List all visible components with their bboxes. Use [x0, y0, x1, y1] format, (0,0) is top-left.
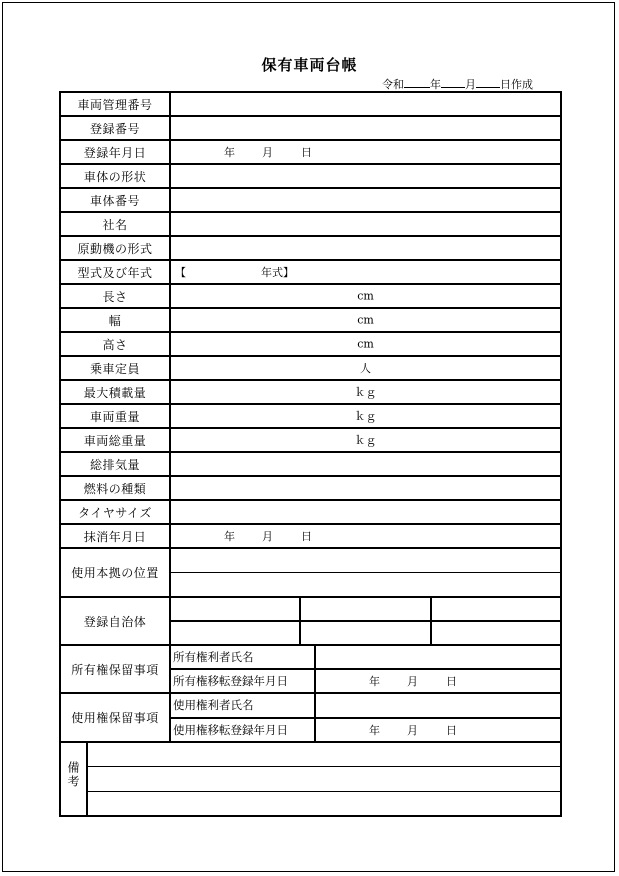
- day-label: 日: [446, 723, 457, 737]
- gross-weight-field[interactable]: [171, 429, 560, 451]
- municipality-grid: [171, 598, 560, 644]
- row-displacement: [61, 453, 560, 477]
- row-label: 幅: [61, 309, 171, 331]
- row-label: 車体番号: [61, 189, 171, 211]
- created-year-label: 年: [430, 78, 441, 91]
- created-month-field[interactable]: [441, 77, 465, 88]
- row-usage-reservation: [61, 694, 560, 743]
- row-label: 車両管理番号: [61, 93, 171, 115]
- year-label: 年: [369, 723, 380, 737]
- row-deregistration-date: [61, 525, 560, 549]
- vehicle-weight-field[interactable]: [171, 405, 560, 427]
- vehicle-mgmt-no-field[interactable]: [171, 93, 560, 115]
- maker-field[interactable]: [171, 213, 560, 235]
- day-label: 日: [446, 675, 457, 688]
- row-label: 総排気量: [61, 453, 171, 475]
- unit-label: ｋｇ: [354, 386, 377, 399]
- row-registration-date: [61, 141, 560, 165]
- row-registration-no: [61, 117, 560, 141]
- row-label: 高さ: [61, 333, 171, 355]
- user-name-field[interactable]: [316, 694, 560, 717]
- year-label: 年: [224, 146, 235, 159]
- created-month-label: 月: [465, 78, 476, 91]
- row-label: 車体の形状: [61, 165, 171, 187]
- sub-label: 使用権移転登録年月日: [171, 719, 316, 742]
- deregistration-date-field[interactable]: [171, 525, 560, 547]
- row-label: 抹消年月日: [61, 525, 171, 547]
- row-width: [61, 309, 560, 333]
- row-max-load: [61, 381, 560, 405]
- row-municipality: [61, 598, 560, 646]
- municipality-cell[interactable]: [301, 598, 431, 620]
- bracket-open: 【: [175, 266, 186, 279]
- row-gross-weight: [61, 429, 560, 453]
- length-field[interactable]: [171, 285, 560, 307]
- row-maker: [61, 213, 560, 237]
- row-fuel-type: [61, 477, 560, 501]
- day-label: 日: [301, 146, 312, 159]
- chassis-no-field[interactable]: [171, 189, 560, 211]
- registration-date-field[interactable]: [171, 141, 560, 163]
- row-label: 原動機の形式: [61, 237, 171, 259]
- row-label: 所有権保留事項: [61, 646, 171, 692]
- row-ownership-reservation: [61, 646, 560, 694]
- month-label: 月: [262, 530, 273, 543]
- height-field[interactable]: [171, 333, 560, 355]
- row-label: 燃料の種類: [61, 477, 171, 499]
- owner-name-field[interactable]: [316, 646, 560, 668]
- row-base-location: [61, 549, 560, 598]
- row-length: [61, 285, 560, 309]
- width-field[interactable]: [171, 309, 560, 331]
- base-location-line-1[interactable]: [171, 549, 560, 573]
- model-year-suffix: 年式】: [261, 266, 294, 279]
- created-date: [382, 76, 533, 92]
- row-vehicle-mgmt-no: [61, 93, 560, 117]
- fuel-type-field[interactable]: [171, 477, 560, 499]
- row-model-year: [61, 261, 560, 285]
- engine-type-field[interactable]: [171, 237, 560, 259]
- row-tire-size: [61, 501, 560, 525]
- page-title: 保有車両台帳: [261, 56, 358, 74]
- remarks-field[interactable]: [88, 743, 560, 815]
- created-day-label: 日作成: [500, 78, 533, 91]
- row-height: [61, 333, 560, 357]
- displacement-field[interactable]: [171, 453, 560, 475]
- municipality-cell[interactable]: [432, 622, 560, 644]
- unit-label: cm: [357, 289, 374, 303]
- row-label: 登録番号: [61, 117, 171, 139]
- usage-transfer-date-field[interactable]: [316, 719, 560, 742]
- row-label: 使用権保留事項: [61, 694, 171, 741]
- year-label: 年: [369, 675, 380, 688]
- unit-label: 人: [360, 362, 371, 375]
- row-label: 車両重量: [61, 405, 171, 427]
- municipality-cell[interactable]: [171, 598, 301, 620]
- month-label: 月: [407, 675, 418, 688]
- created-year-field[interactable]: [404, 77, 430, 88]
- row-label: 型式及び年式: [61, 261, 171, 283]
- body-shape-field[interactable]: [171, 165, 560, 187]
- ownership-transfer-date-field[interactable]: [316, 670, 560, 692]
- municipality-cell[interactable]: [171, 622, 301, 644]
- month-label: 月: [407, 723, 418, 737]
- month-label: 月: [262, 146, 273, 159]
- row-label: 最大積載量: [61, 381, 171, 403]
- row-label: 使用本拠の位置: [61, 549, 171, 596]
- row-label: 車両総重量: [61, 429, 171, 451]
- usage-subtable: [171, 694, 560, 741]
- tire-size-field[interactable]: [171, 501, 560, 523]
- row-label: 長さ: [61, 285, 171, 307]
- sub-label: 使用権利者氏名: [171, 694, 316, 717]
- vehicle-ledger-form: [59, 91, 562, 817]
- base-location-field[interactable]: [171, 549, 560, 596]
- capacity-field[interactable]: [171, 357, 560, 379]
- row-body-shape: [61, 165, 560, 189]
- remarks-line-1[interactable]: [88, 743, 560, 767]
- ownership-subtable: [171, 646, 560, 692]
- sub-label: 所有権利者氏名: [171, 646, 316, 668]
- unit-label: cm: [357, 313, 374, 327]
- row-label: 社名: [61, 213, 171, 235]
- day-label: 日: [301, 530, 312, 543]
- row-label: 登録自治体: [61, 598, 171, 644]
- row-label: 乗車定員: [61, 357, 171, 379]
- unit-label: cm: [357, 337, 374, 351]
- row-engine-type: [61, 237, 560, 261]
- row-label: 登録年月日: [61, 141, 171, 163]
- remarks-line-3[interactable]: [88, 792, 560, 815]
- row-remarks: [61, 743, 560, 815]
- remarks-line-2[interactable]: [88, 767, 560, 791]
- registration-no-field[interactable]: [171, 117, 560, 139]
- unit-label: ｋｇ: [354, 410, 377, 423]
- municipality-cell[interactable]: [432, 598, 560, 620]
- sub-label: 所有権移転登録年月日: [171, 670, 316, 692]
- row-label: タイヤサイズ: [61, 501, 171, 523]
- municipality-cell[interactable]: [301, 622, 431, 644]
- remarks-label: 備考: [61, 743, 88, 815]
- unit-label: ｋｇ: [354, 434, 377, 447]
- row-vehicle-weight: [61, 405, 560, 429]
- created-day-field[interactable]: [476, 77, 500, 88]
- model-year-field[interactable]: [171, 261, 560, 283]
- row-chassis-no: [61, 189, 560, 213]
- year-label: 年: [224, 530, 235, 543]
- created-era: 令和: [382, 78, 404, 91]
- base-location-line-2[interactable]: [171, 573, 560, 596]
- row-capacity: [61, 357, 560, 381]
- max-load-field[interactable]: [171, 381, 560, 403]
